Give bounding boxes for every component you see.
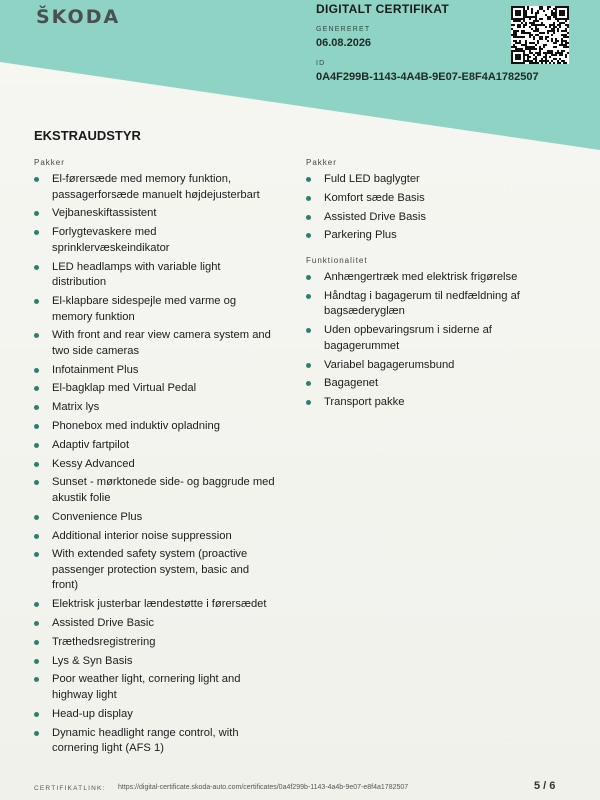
list-item: Kessy Advanced — [52, 457, 302, 473]
list-item: Vejbaneskiftassistent — [52, 206, 302, 222]
bullet-icon — [34, 677, 39, 682]
bullet-icon — [34, 405, 39, 410]
list-item: Komfort sæde Basis — [324, 191, 584, 207]
bullet-icon — [34, 424, 39, 429]
right-group1-label: Pakker — [306, 158, 337, 167]
bullet-icon — [34, 299, 39, 304]
list-item: Håndtag i bagagerum til nedfældning af bagsæderyglæn — [324, 289, 584, 320]
bullet-icon — [306, 381, 311, 386]
list-item: El-klapbare sidespejle med varme og memory funktion — [52, 294, 302, 325]
list-item: Anhængertræk med elektrisk frigørelse — [324, 270, 584, 286]
list-item: Transport pakke — [324, 395, 584, 411]
list-item: Parkering Plus — [324, 228, 584, 244]
list-item: Convenience Plus — [52, 510, 302, 526]
list-item: Matrix lys — [52, 400, 302, 416]
left-group-label: Pakker — [34, 158, 65, 167]
list-item: Lys & Syn Basis — [52, 654, 302, 670]
list-item: Head-up display — [52, 707, 302, 723]
list-item: With extended safety system (proactive passenger protection system, basic and front) — [52, 547, 302, 594]
bullet-icon — [306, 400, 311, 405]
bullet-icon — [34, 333, 39, 338]
list-item: Forlygtevaskere med sprinklervæskeindikator — [52, 225, 302, 256]
page-number: 5 / 6 — [534, 780, 556, 792]
bullet-icon — [34, 515, 39, 520]
certificate-id: 0A4F299B-1143-4A4B-9E07-E8F4A1782507 — [316, 71, 539, 83]
list-item: El-førersæde med memory funktion, passagerforsæde manuelt højdejusterbart — [52, 172, 302, 203]
bullet-icon — [34, 211, 39, 216]
list-item: Fuld LED baglygter — [324, 172, 584, 188]
list-item: Bagagenet — [324, 376, 584, 392]
id-label: ID — [316, 60, 326, 67]
bullet-icon — [306, 275, 311, 280]
list-item: Elektrisk justerbar lændestøtte i førersædet — [52, 597, 302, 613]
list-item: Træthedsregistrering — [52, 635, 302, 651]
bullet-icon — [306, 177, 311, 182]
list-item: With front and rear view camera system and two side cameras — [52, 328, 302, 359]
bullet-icon — [34, 534, 39, 539]
list-item: Poor weather light, cornering light and highway light — [52, 672, 302, 703]
skoda-logo: ŠKODA — [36, 6, 121, 28]
bullet-icon — [34, 621, 39, 626]
list-item: Adaptiv fartpilot — [52, 438, 302, 454]
bullet-icon — [306, 328, 311, 333]
list-item: Uden opbevaringsrum i siderne af bagagerummet — [324, 323, 584, 354]
bullet-icon — [306, 215, 311, 220]
bullet-icon — [34, 230, 39, 235]
list-item: Additional interior noise suppression — [52, 529, 302, 545]
bullet-icon — [34, 443, 39, 448]
section-title: EKSTRAUDSTYR — [34, 128, 141, 143]
generated-label: GENERERET — [316, 26, 371, 33]
bullet-icon — [34, 177, 39, 182]
certificate-link-label: CERTIFIKATLINK: — [34, 785, 106, 792]
bullet-icon — [34, 368, 39, 373]
bullet-icon — [34, 265, 39, 270]
bullet-icon — [34, 712, 39, 717]
list-item: Assisted Drive Basic — [52, 616, 302, 632]
certificate-title: DIGITALT CERTIFIKAT — [316, 2, 450, 16]
certificate-link[interactable]: https://digital-certificate.skoda-auto.com/certificates/0a4f299b-1143-4a4b-9e07-e8f4a1782507 — [118, 784, 409, 791]
list-item: Phonebox med induktiv opladning — [52, 419, 302, 435]
generated-date: 06.08.2026 — [316, 37, 372, 49]
bullet-icon — [34, 386, 39, 391]
list-item: Assisted Drive Basis — [324, 210, 584, 226]
bullet-icon — [34, 640, 39, 645]
list-item: Dynamic headlight range control, with cornering light (AFS 1) — [52, 726, 302, 757]
list-item: Infotainment Plus — [52, 363, 302, 379]
left-equipment-list — [52, 172, 302, 760]
bullet-icon — [306, 363, 311, 368]
bullet-icon — [34, 602, 39, 607]
right-function-list — [324, 270, 584, 414]
list-item: LED headlamps with variable light distribution — [52, 260, 302, 291]
list-item: Sunset - mørktonede side- og baggrude med akustik folie — [52, 475, 302, 506]
right-group2-label: Funktionalitet — [306, 256, 368, 265]
bullet-icon — [306, 294, 311, 299]
bullet-icon — [34, 552, 39, 557]
bullet-icon — [34, 731, 39, 736]
right-package-list — [324, 172, 584, 247]
qr-code-icon[interactable] — [511, 6, 569, 64]
bullet-icon — [34, 659, 39, 664]
bullet-icon — [34, 462, 39, 467]
bullet-icon — [306, 196, 311, 201]
bullet-icon — [306, 233, 311, 238]
list-item: El-bagklap med Virtual Pedal — [52, 381, 302, 397]
list-item: Variabel bagagerumsbund — [324, 358, 584, 374]
bullet-icon — [34, 480, 39, 485]
